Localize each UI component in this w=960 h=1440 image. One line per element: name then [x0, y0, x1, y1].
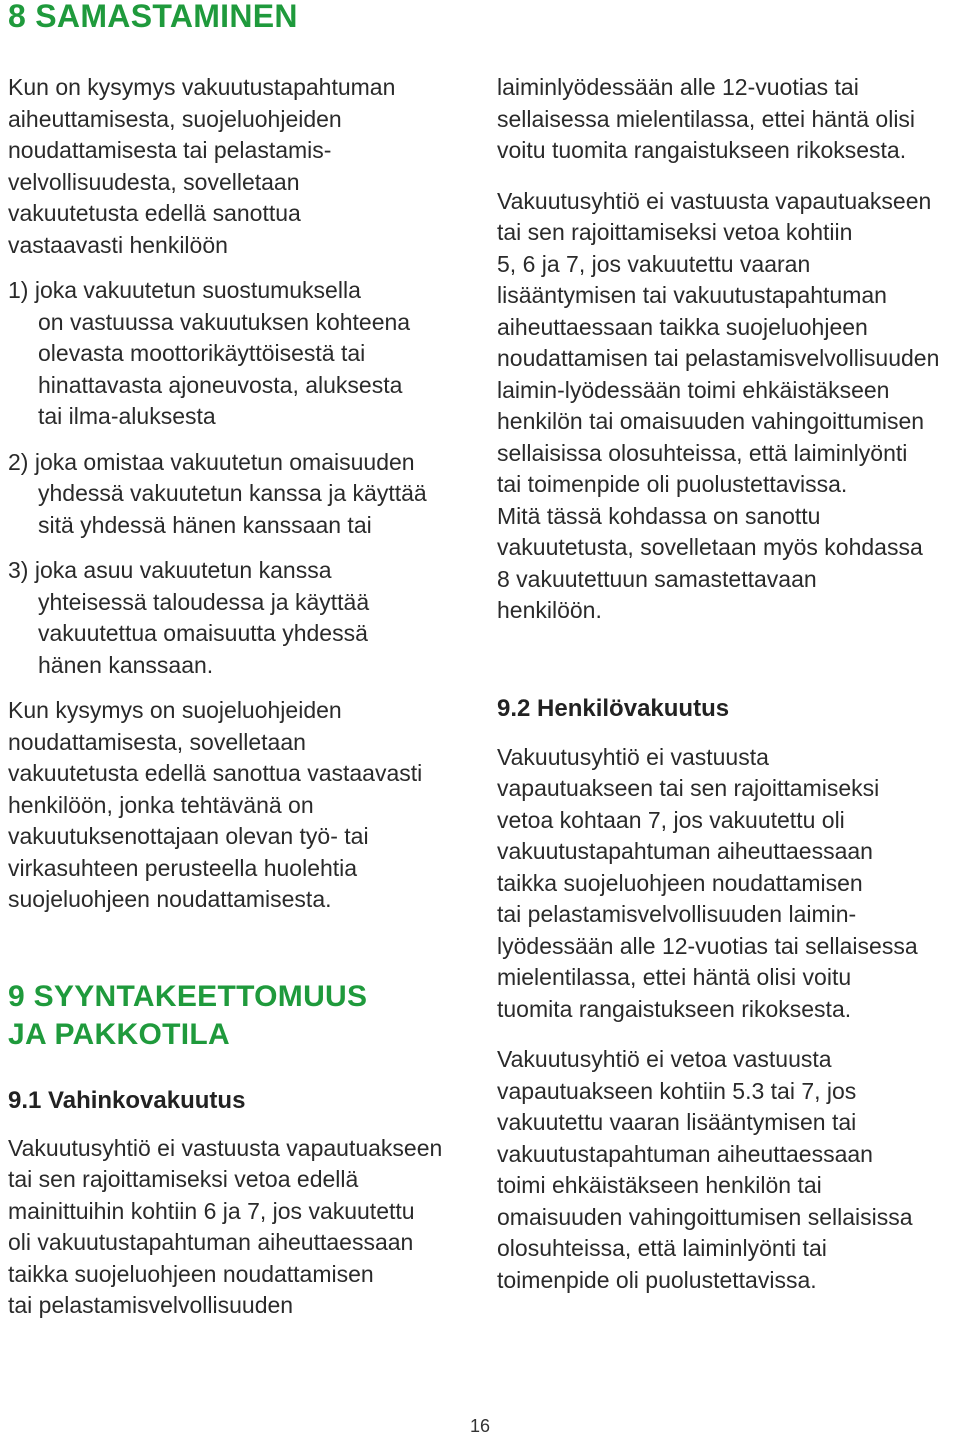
personal-insurance-paragraph-2: Vakuutusyhtiö ei vetoa vastuusta vapautuakseen kohtiin 5.3 tai 7, jos vakuutettu vaaran lisääntymisen tai vakuutustapahtuman aiheuttaessaan toimi ehkäistäkseen henkilön tai omaisuuden vahingoittumisen sellaisissa olosuhteissa, että laiminlyönti tai toimenpide oli puolustettavissa. [497, 1046, 913, 1293]
page-number: 16 [469, 1416, 491, 1436]
subsection-heading-9-2: 9.2 Henkilövakuutus [497, 694, 730, 722]
left-column [8, 72, 473, 1322]
person-list [8, 275, 473, 681]
continuation-paragraph: laiminlyödessään alle 12-vuotias tai sellaisessa mielentilassa, ettei häntä olisi voitu tuomita rangaistukseen rikoksesta. [497, 74, 916, 163]
damage-insurance-paragraph: Vakuutusyhtiö ei vastuusta vapautuakseen tai sen rajoittamiseksi vetoa edellä mainittuihin kohtiin 6 ja 7, jos vakuutettu oli vakuutustapahtuman aiheuttaessaan taikka suojeluohjeen noudattamisen tai pelastamisvelvollisuuden [8, 1134, 443, 1318]
section-heading-9-line2: JA PAKKOTILA [8, 1017, 230, 1051]
list-item: 1) joka vakuutetun suostumuksella on vastuussa vakuutuksen kohteena olevasta moottorikäyttöisestä tai hinattavasta ajoneuvosta, aluksesta tai ilma-aluksesta [8, 277, 411, 429]
subsection-heading-9-1: 9.1 Vahinkovakuutus [8, 1086, 246, 1114]
list-item: 3) joka asuu vakuutetun kanssa yhteisessä taloudessa ja käyttää vakuutettua omaisuutta yhdessä hänen kanssaan. [8, 557, 370, 678]
list-item: 2) joka omistaa vakuutetun omaisuuden yhdessä vakuutetun kanssa ja käyttää sitä yhdessä hänen kanssaan tai [8, 448, 427, 538]
liability-paragraph: Vakuutusyhtiö ei vastuusta vapautuakseen tai sen rajoittamiseksi vetoa kohtiin 5, 6 ja 7, jos vakuutettu vaaran lisääntymisen tai vakuutustapahtuman aiheuttaessaan taikka suojeluohjeen noudattamisen tai pelastamisvelvollisuuden laimin-lyödessään toimi ehkäistäkseen henkilön tai omaisuuden vahingoittumisen sellaisissa olosuhteissa, että laiminlyönti tai toimenpide oli puolustettavissa. Mitä tässä kohdassa on sanottu vakuutetusta, sovelletaan myös kohdassa 8 vakuutettuun samastettavaan henkilöön. [497, 187, 940, 623]
right-column [497, 72, 957, 1296]
section-heading-9-line1: 9 SYYNTAKEETTOMUUS [8, 979, 368, 1013]
personal-insurance-paragraph: Vakuutusyhtiö ei vastuusta vapautuakseen tai sen rajoittamiseksi vetoa kohtaan 7, jos vakuutettu oli vakuutustapahtuman aiheuttaessaan taikka suojeluohjeen noudattamisen tai pelastamisvelvollisuuden laimin- lyödessään alle 12-vuotias tai sellaisessa mielentilassa, ettei häntä olisi voitu tuomita rangaistukseen rikoksesta. [497, 743, 918, 1022]
intro-paragraph: Kun on kysymys vakuutustapahtuman aiheuttamisesta, suojeluohjeiden noudattamisesta tai pelastamis- velvollisuudesta, sovelletaan vakuutetusta edellä sanottua vastaavasti henkilöön [8, 74, 396, 258]
section-heading-8: 8 SAMASTAMINEN [8, 0, 298, 34]
section-heading-9 [8, 978, 473, 1054]
protection-paragraph: Kun kysymys on suojeluohjeiden noudattamisesta, sovelletaan vakuutetusta edellä sanottua vastaavasti henkilöön, jonka tehtävänä on vakuutuksenottajaan olevan työ- tai virkasuhteen perusteella huolehtia suojeluohjeen noudattamisesta. [8, 697, 423, 912]
